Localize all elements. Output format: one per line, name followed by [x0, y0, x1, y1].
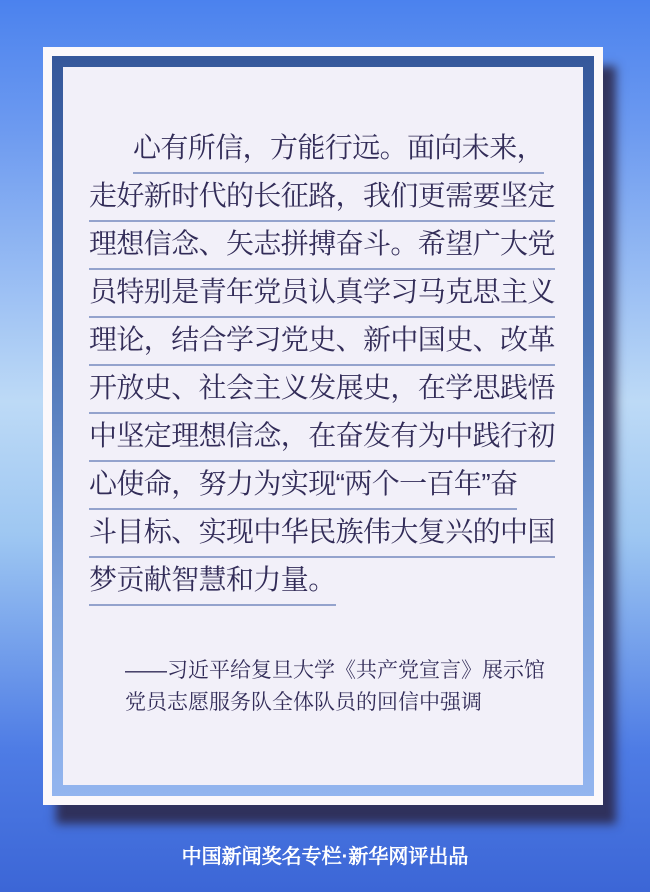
quote-card [43, 47, 603, 805]
quote-line [89, 273, 561, 321]
quote-line [89, 513, 561, 561]
quote-line-text: 斗目标、实现中华民族伟大复兴的中国 [89, 513, 555, 558]
quote-line [89, 129, 561, 177]
card-content-area [63, 67, 583, 785]
quote-line-text: 理论，结合学习党史、新中国史、改革 [89, 321, 555, 366]
attribution-line-2: 党员志愿服务队全体队员的回信中强调 [125, 691, 482, 714]
quote-line-text: 中坚定理想信念，在奋发有为中践行初 [89, 417, 555, 462]
quote-line-text: 心使命，努力为实现“两个一百年”奋 [89, 465, 517, 510]
quote-line-text: 梦贡献智慧和力量。 [89, 561, 336, 606]
quote-line [89, 561, 561, 609]
attribution-line-1: ——习近平给复旦大学《共产党宣言》展示馆 [125, 659, 545, 682]
quote-line-text: 心有所信，方能行远。面向未来， [133, 129, 544, 174]
quote-line [89, 177, 561, 225]
quote-line-text: 员特别是青年党员认真学习马克思主义 [89, 273, 555, 318]
quote-line-text: 走好新时代的长征路，我们更需要坚定 [89, 177, 555, 222]
quote-line [89, 465, 561, 513]
footer-credit: 中国新闻奖名专栏·新华网评出品 [181, 846, 469, 868]
quote-line [89, 225, 561, 273]
quote-line [89, 369, 561, 417]
quote-block [63, 67, 583, 609]
quote-line-text: 开放史、社会主义发展史，在学思践悟 [89, 369, 555, 414]
card-border-frame [52, 56, 594, 796]
quote-line-text: 理想信念、矢志拼搏奋斗。希望广大党 [89, 225, 555, 270]
quote-line [89, 321, 561, 369]
quote-line [89, 417, 561, 465]
attribution-block [63, 655, 583, 719]
